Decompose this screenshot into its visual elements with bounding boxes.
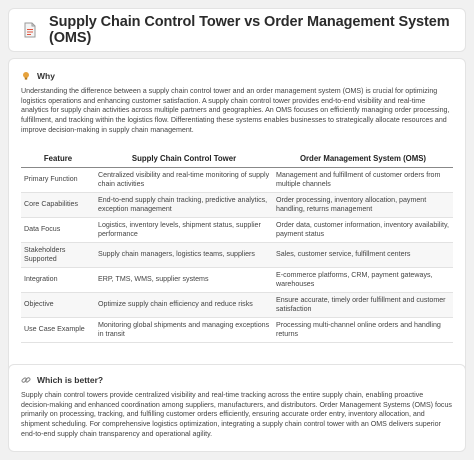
table-cell-oms: Order data, customer information, inventory availability, payment status	[273, 217, 453, 242]
comparison-table	[21, 148, 453, 343]
document-icon	[23, 22, 37, 38]
table-cell-feature: Stakeholders Supported	[21, 242, 95, 267]
table-cell-control-tower: ERP, TMS, WMS, supplier systems	[95, 267, 273, 292]
table-cell-oms: Ensure accurate, timely order fulfillment and customer satisfaction	[273, 292, 453, 317]
table-row	[21, 317, 453, 342]
table-cell-control-tower: End-to-end supply chain tracking, predictive analytics, exception management	[95, 192, 273, 217]
table-row	[21, 242, 453, 267]
table-cell-control-tower: Monitoring global shipments and managing exceptions in transit	[95, 317, 273, 342]
why-paragraph: Understanding the difference between a supply chain control tower and an order management system (OMS) is crucial for optimizing logistics operations and enhancing customer satisfaction. A supply chain control tower provides end-to-end visibility and real-time analytics for supply chain activities across multiple partners and geographies. An OMS focuses on efficiently managing order processing, fulfillment, and tracking within the logistics flow. Differentiating these systems enables businesses to strategically allocate resources and improve decision-making in supply chain management.	[21, 87, 450, 134]
table-header-oms: Order Management System (OMS)	[273, 148, 453, 168]
table-row	[21, 292, 453, 317]
table-cell-feature: Core Capabilities	[21, 192, 95, 217]
table-cell-feature: Data Focus	[21, 217, 95, 242]
table-cell-feature: Objective	[21, 292, 95, 317]
page-title: Supply Chain Control Tower vs Order Management System (OMS)	[49, 14, 450, 46]
better-card	[8, 364, 466, 452]
table-cell-feature: Integration	[21, 267, 95, 292]
better-paragraph: Supply chain control towers provide centralized visibility and real-time tracking across the entire supply chain, enabling proactive decision-making and enhanced coordination among suppliers, manufacturers, and distributors. Order Management Systems (OMS) focus primarily on processing, tracking, and fulfilling customer orders efficiently, ensuring accurate order entry, inventory allocation, and shipment scheduling. For comprehensive logistics optimization, integrating a supply chain control tower with an OMS delivers superior end-to-end supply chain transparency and operational agility.	[21, 391, 452, 438]
lightbulb-icon	[21, 71, 31, 81]
table-cell-oms: Management and fulfillment of customer orders from multiple channels	[273, 167, 453, 192]
table-row	[21, 192, 453, 217]
table-cell-oms: E-commerce platforms, CRM, payment gateways, warehouses	[273, 267, 453, 292]
table-cell-feature: Use Case Example	[21, 317, 95, 342]
table-cell-control-tower: Logistics, inventory levels, shipment status, supplier performance	[95, 217, 273, 242]
table-cell-oms: Processing multi-channel online orders and handling returns	[273, 317, 453, 342]
table-cell-control-tower: Supply chain managers, logistics teams, suppliers	[95, 242, 273, 267]
header-card	[8, 8, 466, 52]
table-cell-control-tower: Centralized visibility and real-time monitoring of supply chain activities	[95, 167, 273, 192]
table-cell-control-tower: Optimize supply chain efficiency and reduce risks	[95, 292, 273, 317]
table-cell-feature: Primary Function	[21, 167, 95, 192]
why-heading	[21, 65, 453, 87]
table-row	[21, 217, 453, 242]
table-row	[21, 267, 453, 292]
table-cell-oms: Order processing, inventory allocation, payment handling, returns management	[273, 192, 453, 217]
link-icon	[21, 375, 31, 385]
better-heading	[21, 369, 453, 391]
table-row	[21, 167, 453, 192]
better-heading-text: Which is better?	[37, 375, 104, 385]
table-header-control-tower: Supply Chain Control Tower	[95, 148, 273, 168]
why-heading-text: Why	[37, 71, 55, 81]
table-header-feature: Feature	[21, 148, 95, 168]
table-cell-oms: Sales, customer service, fulfillment centers	[273, 242, 453, 267]
